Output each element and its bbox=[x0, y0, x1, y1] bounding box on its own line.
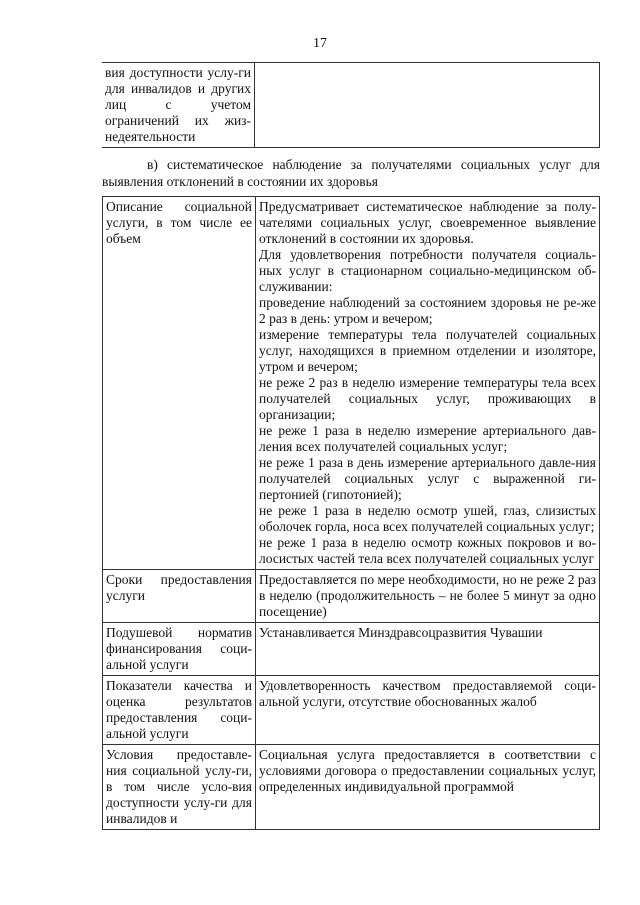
table-row bbox=[103, 570, 600, 623]
page-number: 17 bbox=[313, 36, 327, 51]
value-line: Для удовлетворения потребности получателя социаль-ных услуг в стационарном социально-медицинском об-служивании: bbox=[259, 247, 596, 294]
value-line: не реже 1 раза в день измерение артериального давле-ния получателей социальных услуг с выраженной ги-пертонией (гипотонией); bbox=[259, 455, 596, 502]
value-line: Удовлетворенность качеством предоставляемой соци-альной услуги, отсутствие обоснованных жалоб bbox=[259, 678, 596, 709]
row-value bbox=[256, 197, 600, 570]
continuation-table bbox=[102, 62, 600, 148]
heading-text: в) систематическое наблюдение за получателями социальных услуг для выявления отклонений в состоянии их здоровья bbox=[102, 157, 600, 189]
value-line: Предусматривает систематическое наблюдение за полу-чателями социальных услуг, своевременное выявление отклонений в состоянии их здоровья. bbox=[259, 199, 596, 246]
row-label: Подушевой норматив финансирования соци-альной услуги bbox=[103, 623, 256, 676]
value-line: Устанавливается Минздравсоцразвития Чувашии bbox=[259, 625, 543, 640]
service-table bbox=[102, 196, 600, 830]
row-value bbox=[256, 623, 600, 676]
row-value bbox=[256, 570, 600, 623]
table-row bbox=[103, 676, 600, 745]
table-row bbox=[103, 745, 600, 830]
table-row bbox=[103, 197, 600, 570]
row-value bbox=[256, 676, 600, 745]
row-label: Показатели качества и оценка результатов предоставления соци-альной услуги bbox=[103, 676, 256, 745]
value-line: Предоставляется по мере необходимости, но не реже 2 раз в неделю (продолжительность – не более 5 минут за одно посещение) bbox=[259, 572, 596, 619]
row-label: Описание социальной услуги, в том числе ее объем bbox=[103, 197, 256, 570]
section-heading bbox=[102, 156, 600, 190]
value-line: измерение температуры тела получателей социальных услуг, находящихся в приемном отделении и изоляторе, утром и вечером; bbox=[259, 327, 596, 374]
value-line: не реже 1 раза в неделю измерение артериального дав-ления всех получателей социальных услуг; bbox=[259, 423, 596, 454]
row-label: Сроки предоставления услуги bbox=[103, 570, 256, 623]
row-label: Условия предоставле-ния социальной услу-ги, в том числе усло-вия доступности услу-ги для инвалидов и bbox=[103, 745, 256, 830]
row-value bbox=[256, 745, 600, 830]
row-label: вия доступности услу-ги для инвалидов и других лиц с учетом ограничений их жиз-недеятельности bbox=[102, 63, 255, 148]
value-line: не реже 1 раза в неделю осмотр ушей, глаз, слизистых оболочек горла, носа всех получателей социальных услуг; bbox=[259, 503, 596, 534]
row-value bbox=[255, 63, 600, 148]
table-row bbox=[103, 623, 600, 676]
value-line: проведение наблюдений за состоянием здоровья не ре-же 2 раз в день: утром и вечером; bbox=[259, 295, 596, 326]
table-row bbox=[102, 63, 600, 148]
value-line: не реже 2 раз в неделю измерение температуры тела всех получателей социальных услуг, проживающих в организации; bbox=[259, 375, 596, 422]
value-line: Социальная услуга предоставляется в соответствии с условиями договора о предоставлении социальных услуг, определенных индивидуальной программой bbox=[259, 747, 596, 794]
value-line: не реже 1 раза в неделю осмотр кожных покровов и во-лосистых частей тела всех получателей социальных услуг bbox=[259, 535, 596, 566]
